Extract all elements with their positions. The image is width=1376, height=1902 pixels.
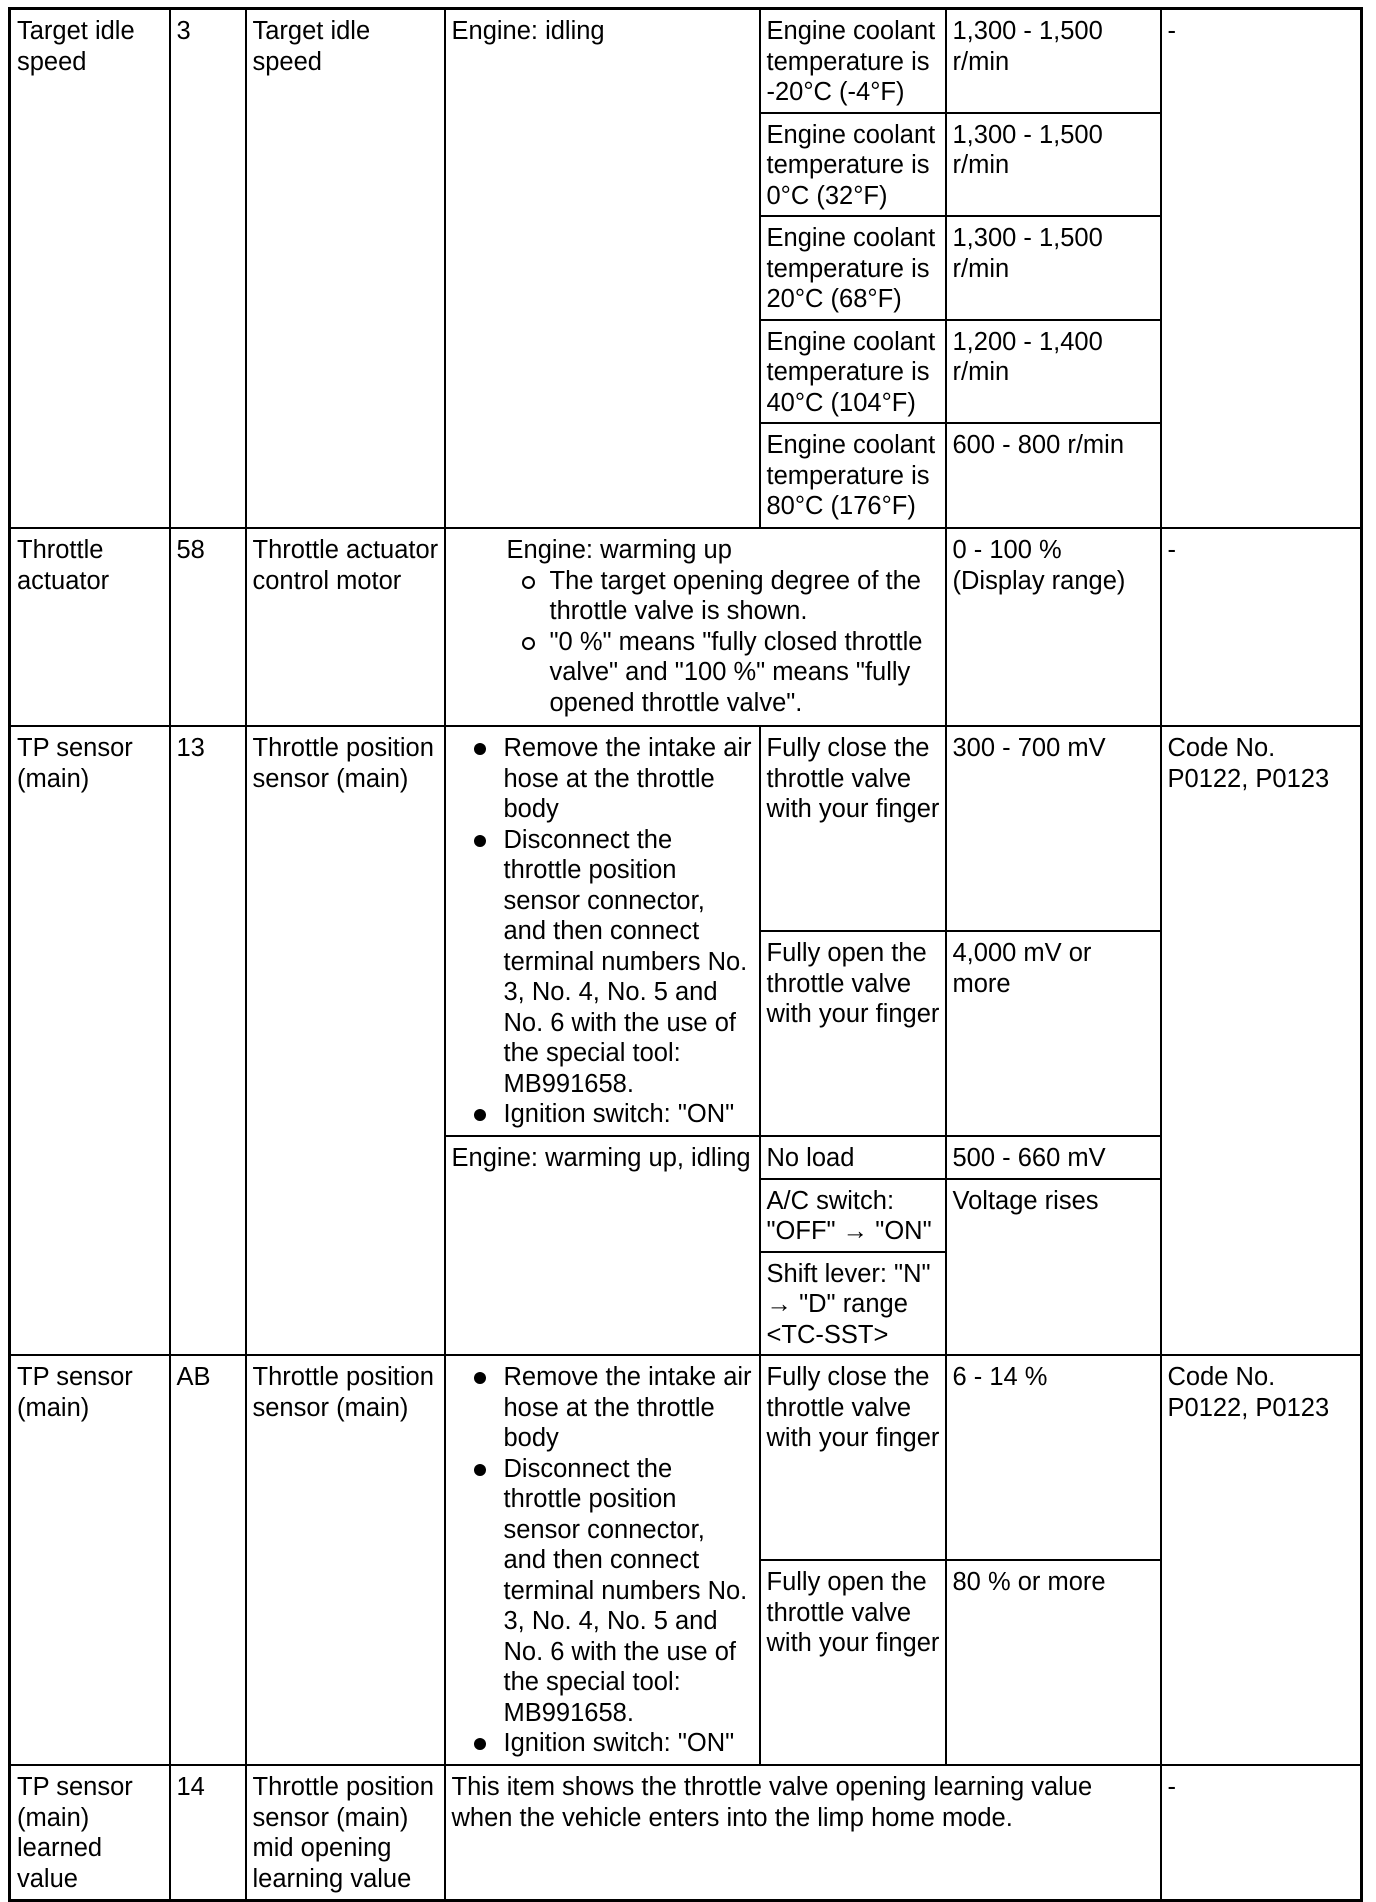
condition-item: Disconnect the throttle position sensor connector, and then connect terminal numbers No. 3, No. 4, No. 5 and No. 6 with the use of the special tool: MB991658. bbox=[452, 1454, 754, 1729]
standard-value-cell: 6 - 14 % bbox=[946, 1355, 1161, 1560]
reference-cell: Code No. P0122, P0123 bbox=[1161, 1355, 1362, 1765]
sub-condition-cell: Engine coolant temperature is -20°C (-4°F) bbox=[760, 9, 946, 113]
reference-cell: - bbox=[1161, 9, 1362, 529]
standard-value-cell: Voltage rises bbox=[946, 1179, 1161, 1356]
standard-value-cell: 1,300 - 1,500 r/min bbox=[946, 216, 1161, 320]
note-item: The target opening degree of the throttle valve is shown. bbox=[452, 566, 940, 627]
inspection-item-cell: Throttle position sensor (main) bbox=[246, 1355, 445, 1765]
inspection-item-cell: Throttle position sensor (main) mid opening learning value bbox=[246, 1765, 445, 1900]
standard-value-cell: 1,300 - 1,500 r/min bbox=[946, 9, 1161, 113]
sub-condition-cell: Engine coolant temperature is 20°C (68°F) bbox=[760, 216, 946, 320]
sub-condition-cell: No load bbox=[760, 1136, 946, 1179]
item-no-cell: 3 bbox=[170, 9, 246, 529]
item-no-cell: 58 bbox=[170, 528, 246, 726]
standard-value-cell: 1,300 - 1,500 r/min bbox=[946, 113, 1161, 217]
item-cell: TP sensor (main) bbox=[10, 726, 170, 1355]
condition-notes bbox=[452, 566, 940, 719]
table-row bbox=[10, 726, 1362, 931]
inspection-item-cell: Target idle speed bbox=[246, 9, 445, 529]
condition-cell: Engine: idling bbox=[445, 9, 760, 529]
item-no-cell: 14 bbox=[170, 1765, 246, 1900]
table-row bbox=[10, 1765, 1362, 1900]
sub-condition-cell: Fully close the throttle valve with your finger bbox=[760, 1355, 946, 1560]
sub-condition-cell: Engine coolant temperature is 40°C (104°F) bbox=[760, 320, 946, 424]
standard-value-cell: 80 % or more bbox=[946, 1560, 1161, 1765]
inspection-item-cell: Throttle actuator control motor bbox=[246, 528, 445, 726]
standard-value-cell: 300 - 700 mV bbox=[946, 726, 1161, 931]
condition-cell bbox=[445, 726, 760, 1136]
sub-condition-cell: Fully open the throttle valve with your finger bbox=[760, 931, 946, 1136]
condition-list bbox=[452, 733, 754, 1130]
item-cell: TP sensor (main) learned value bbox=[10, 1765, 170, 1900]
sub-condition-cell: Shift lever: "N" → "D" range <TC-SST> bbox=[760, 1252, 946, 1356]
standard-value-cell: 1,200 - 1,400 r/min bbox=[946, 320, 1161, 424]
condition-cell: Engine: warming up, idling bbox=[445, 1136, 760, 1355]
condition-item: Ignition switch: "ON" bbox=[452, 1728, 754, 1759]
condition-heading: Engine: warming up bbox=[506, 536, 732, 564]
item-no-cell: 13 bbox=[170, 726, 246, 1355]
standard-value-cell: 500 - 660 mV bbox=[946, 1136, 1161, 1179]
reference-cell: Code No. P0122, P0123 bbox=[1161, 726, 1362, 1355]
inspection-item-cell: Throttle position sensor (main) bbox=[246, 726, 445, 1355]
item-cell: Target idle speed bbox=[10, 9, 170, 529]
item-cell: Throttle actuator bbox=[10, 528, 170, 726]
reference-cell: - bbox=[1161, 1765, 1362, 1900]
sub-condition-cell: Fully close the throttle valve with your finger bbox=[760, 726, 946, 931]
condition-item: Remove the intake air hose at the throttle body bbox=[452, 1362, 754, 1454]
standard-value-cell: 600 - 800 r/min bbox=[946, 423, 1161, 528]
sub-condition-cell: A/C switch: "OFF" → "ON" bbox=[760, 1179, 946, 1252]
reference-cell: - bbox=[1161, 528, 1362, 726]
condition-list bbox=[452, 1362, 754, 1759]
note-item: "0 %" means "fully closed throttle valve" and "100 %" means "fully opened throttle valve". bbox=[452, 627, 940, 719]
condition-item: Remove the intake air hose at the throttle body bbox=[452, 733, 754, 825]
description-cell: This item shows the throttle valve opening learning value when the vehicle enters into the limp home mode. bbox=[445, 1765, 1161, 1900]
item-cell: TP sensor (main) bbox=[10, 1355, 170, 1765]
table-row bbox=[10, 9, 1362, 113]
sub-condition-cell: Engine coolant temperature is 80°C (176°F) bbox=[760, 423, 946, 528]
service-data-table bbox=[8, 7, 1363, 1902]
table-row bbox=[10, 528, 1362, 726]
table-row bbox=[10, 1355, 1362, 1560]
condition-item: Ignition switch: "ON" bbox=[452, 1099, 754, 1130]
sub-condition-cell: Fully open the throttle valve with your finger bbox=[760, 1560, 946, 1765]
standard-value-cell: 0 - 100 % (Display range) bbox=[946, 528, 1161, 726]
condition-item: Disconnect the throttle position sensor connector, and then connect terminal numbers No. 3, No. 4, No. 5 and No. 6 with the use of the special tool: MB991658. bbox=[452, 825, 754, 1100]
item-no-cell: AB bbox=[170, 1355, 246, 1765]
condition-cell bbox=[445, 1355, 760, 1765]
sub-condition-cell: Engine coolant temperature is 0°C (32°F) bbox=[760, 113, 946, 217]
condition-cell bbox=[445, 528, 946, 726]
standard-value-cell: 4,000 mV or more bbox=[946, 931, 1161, 1136]
